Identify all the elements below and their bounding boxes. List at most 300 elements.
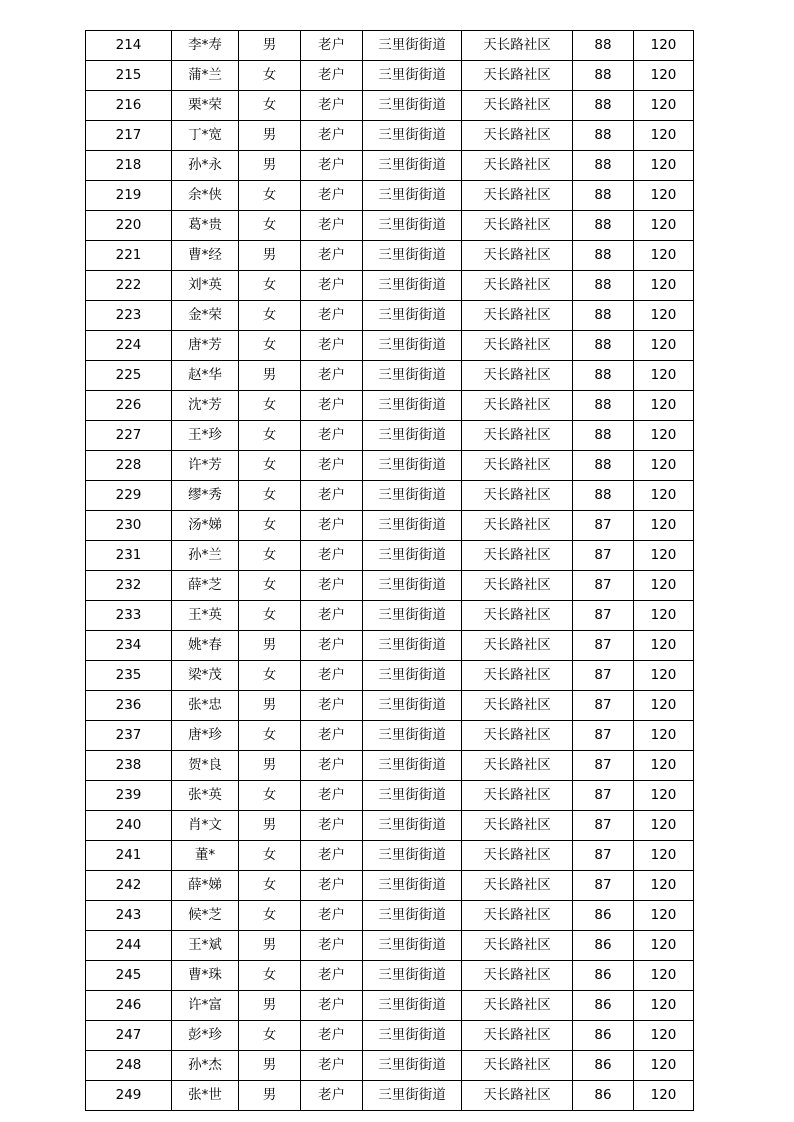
cell-amount: 120 <box>634 181 694 211</box>
cell-amount: 120 <box>634 241 694 271</box>
cell-gender: 女 <box>239 451 301 481</box>
cell-score: 88 <box>573 241 634 271</box>
cell-amount: 120 <box>634 961 694 991</box>
cell-amount: 120 <box>634 61 694 91</box>
table-row <box>86 691 694 721</box>
cell-gender: 女 <box>239 481 301 511</box>
cell-score: 88 <box>573 181 634 211</box>
cell-community: 天长路社区 <box>462 481 573 511</box>
cell-score: 88 <box>573 361 634 391</box>
cell-amount: 120 <box>634 301 694 331</box>
cell-gender: 男 <box>239 361 301 391</box>
cell-amount: 120 <box>634 331 694 361</box>
cell-amount: 120 <box>634 571 694 601</box>
table-row <box>86 811 694 841</box>
cell-gender: 男 <box>239 751 301 781</box>
cell-community: 天长路社区 <box>462 751 573 781</box>
cell-name: 孙*永 <box>172 151 239 181</box>
cell-community: 天长路社区 <box>462 241 573 271</box>
cell-household-type: 老户 <box>301 481 363 511</box>
cell-household-type: 老户 <box>301 241 363 271</box>
cell-gender: 女 <box>239 211 301 241</box>
table-row <box>86 91 694 121</box>
cell-name: 王*斌 <box>172 931 239 961</box>
cell-amount: 120 <box>634 901 694 931</box>
cell-subdistrict: 三里街街道 <box>363 301 462 331</box>
cell-subdistrict: 三里街街道 <box>363 421 462 451</box>
cell-name: 梁*茂 <box>172 661 239 691</box>
cell-name: 葛*贵 <box>172 211 239 241</box>
cell-amount: 120 <box>634 811 694 841</box>
cell-name: 赵*华 <box>172 361 239 391</box>
cell-household-type: 老户 <box>301 91 363 121</box>
cell-index: 235 <box>86 661 172 691</box>
cell-index: 227 <box>86 421 172 451</box>
cell-community: 天长路社区 <box>462 541 573 571</box>
cell-household-type: 老户 <box>301 991 363 1021</box>
cell-subdistrict: 三里街街道 <box>363 511 462 541</box>
table-row <box>86 541 694 571</box>
cell-score: 86 <box>573 991 634 1021</box>
cell-index: 237 <box>86 721 172 751</box>
cell-amount: 120 <box>634 1081 694 1111</box>
cell-amount: 120 <box>634 421 694 451</box>
cell-score: 87 <box>573 691 634 721</box>
cell-community: 天长路社区 <box>462 421 573 451</box>
cell-name: 蒲*兰 <box>172 61 239 91</box>
cell-index: 215 <box>86 61 172 91</box>
cell-amount: 120 <box>634 931 694 961</box>
cell-household-type: 老户 <box>301 121 363 151</box>
cell-amount: 120 <box>634 781 694 811</box>
cell-gender: 男 <box>239 1051 301 1081</box>
cell-index: 249 <box>86 1081 172 1111</box>
cell-gender: 男 <box>239 631 301 661</box>
cell-household-type: 老户 <box>301 181 363 211</box>
cell-subdistrict: 三里街街道 <box>363 91 462 121</box>
cell-score: 86 <box>573 901 634 931</box>
cell-subdistrict: 三里街街道 <box>363 991 462 1021</box>
cell-subdistrict: 三里街街道 <box>363 931 462 961</box>
cell-name: 薛*芝 <box>172 571 239 601</box>
cell-score: 88 <box>573 91 634 121</box>
cell-gender: 女 <box>239 961 301 991</box>
cell-community: 天长路社区 <box>462 871 573 901</box>
cell-score: 88 <box>573 421 634 451</box>
cell-name: 缪*秀 <box>172 481 239 511</box>
cell-community: 天长路社区 <box>462 61 573 91</box>
cell-score: 88 <box>573 31 634 61</box>
table-row <box>86 271 694 301</box>
cell-household-type: 老户 <box>301 511 363 541</box>
cell-household-type: 老户 <box>301 781 363 811</box>
cell-index: 239 <box>86 781 172 811</box>
cell-subdistrict: 三里街街道 <box>363 841 462 871</box>
cell-index: 243 <box>86 901 172 931</box>
cell-name: 孙*杰 <box>172 1051 239 1081</box>
cell-gender: 女 <box>239 601 301 631</box>
cell-community: 天长路社区 <box>462 331 573 361</box>
cell-amount: 120 <box>634 481 694 511</box>
cell-name: 金*荣 <box>172 301 239 331</box>
cell-subdistrict: 三里街街道 <box>363 631 462 661</box>
cell-score: 87 <box>573 511 634 541</box>
cell-index: 236 <box>86 691 172 721</box>
cell-household-type: 老户 <box>301 1051 363 1081</box>
cell-household-type: 老户 <box>301 61 363 91</box>
cell-community: 天长路社区 <box>462 301 573 331</box>
cell-community: 天长路社区 <box>462 271 573 301</box>
table-row <box>86 481 694 511</box>
cell-household-type: 老户 <box>301 1021 363 1051</box>
cell-community: 天长路社区 <box>462 991 573 1021</box>
cell-index: 218 <box>86 151 172 181</box>
cell-index: 230 <box>86 511 172 541</box>
cell-score: 88 <box>573 481 634 511</box>
cell-index: 248 <box>86 1051 172 1081</box>
cell-gender: 女 <box>239 271 301 301</box>
table-row <box>86 1081 694 1111</box>
cell-gender: 女 <box>239 721 301 751</box>
cell-gender: 女 <box>239 511 301 541</box>
cell-amount: 120 <box>634 691 694 721</box>
cell-amount: 120 <box>634 751 694 781</box>
cell-subdistrict: 三里街街道 <box>363 811 462 841</box>
cell-score: 86 <box>573 1081 634 1111</box>
cell-household-type: 老户 <box>301 661 363 691</box>
cell-name: 姚*春 <box>172 631 239 661</box>
cell-index: 238 <box>86 751 172 781</box>
cell-household-type: 老户 <box>301 151 363 181</box>
cell-name: 张*英 <box>172 781 239 811</box>
cell-community: 天长路社区 <box>462 31 573 61</box>
cell-gender: 女 <box>239 91 301 121</box>
cell-household-type: 老户 <box>301 961 363 991</box>
cell-name: 余*侠 <box>172 181 239 211</box>
cell-household-type: 老户 <box>301 631 363 661</box>
cell-score: 87 <box>573 571 634 601</box>
cell-community: 天长路社区 <box>462 901 573 931</box>
table-row <box>86 421 694 451</box>
cell-name: 薛*娣 <box>172 871 239 901</box>
cell-amount: 120 <box>634 841 694 871</box>
cell-name: 唐*芳 <box>172 331 239 361</box>
cell-community: 天长路社区 <box>462 1081 573 1111</box>
cell-name: 贺*良 <box>172 751 239 781</box>
cell-gender: 男 <box>239 121 301 151</box>
roster-body <box>86 31 694 1111</box>
cell-name: 王*珍 <box>172 421 239 451</box>
cell-score: 86 <box>573 1051 634 1081</box>
cell-community: 天长路社区 <box>462 661 573 691</box>
cell-household-type: 老户 <box>301 841 363 871</box>
cell-index: 241 <box>86 841 172 871</box>
cell-household-type: 老户 <box>301 1081 363 1111</box>
table-row <box>86 61 694 91</box>
cell-index: 233 <box>86 601 172 631</box>
table-row <box>86 931 694 961</box>
cell-gender: 女 <box>239 181 301 211</box>
cell-amount: 120 <box>634 151 694 181</box>
cell-community: 天长路社区 <box>462 631 573 661</box>
cell-household-type: 老户 <box>301 451 363 481</box>
cell-amount: 120 <box>634 511 694 541</box>
cell-score: 87 <box>573 871 634 901</box>
cell-score: 87 <box>573 541 634 571</box>
cell-community: 天长路社区 <box>462 211 573 241</box>
cell-household-type: 老户 <box>301 301 363 331</box>
table-row <box>86 241 694 271</box>
cell-household-type: 老户 <box>301 931 363 961</box>
cell-amount: 120 <box>634 1051 694 1081</box>
table-row <box>86 751 694 781</box>
cell-subdistrict: 三里街街道 <box>363 61 462 91</box>
cell-subdistrict: 三里街街道 <box>363 31 462 61</box>
cell-subdistrict: 三里街街道 <box>363 331 462 361</box>
cell-gender: 女 <box>239 421 301 451</box>
cell-index: 219 <box>86 181 172 211</box>
cell-score: 88 <box>573 121 634 151</box>
cell-household-type: 老户 <box>301 691 363 721</box>
cell-community: 天长路社区 <box>462 571 573 601</box>
cell-subdistrict: 三里街街道 <box>363 541 462 571</box>
cell-score: 87 <box>573 661 634 691</box>
cell-community: 天长路社区 <box>462 511 573 541</box>
cell-name: 张*忠 <box>172 691 239 721</box>
cell-gender: 男 <box>239 991 301 1021</box>
cell-amount: 120 <box>634 271 694 301</box>
table-row <box>86 871 694 901</box>
cell-household-type: 老户 <box>301 331 363 361</box>
cell-community: 天长路社区 <box>462 781 573 811</box>
table-row <box>86 781 694 811</box>
table-row <box>86 841 694 871</box>
cell-name: 许*芳 <box>172 451 239 481</box>
cell-name: 肖*文 <box>172 811 239 841</box>
cell-gender: 女 <box>239 871 301 901</box>
table-row <box>86 1051 694 1081</box>
cell-gender: 女 <box>239 331 301 361</box>
cell-amount: 120 <box>634 361 694 391</box>
cell-score: 87 <box>573 781 634 811</box>
cell-amount: 120 <box>634 1021 694 1051</box>
cell-name: 许*富 <box>172 991 239 1021</box>
cell-subdistrict: 三里街街道 <box>363 121 462 151</box>
cell-index: 234 <box>86 631 172 661</box>
cell-gender: 女 <box>239 1021 301 1051</box>
cell-score: 86 <box>573 1021 634 1051</box>
cell-subdistrict: 三里街街道 <box>363 721 462 751</box>
table-row <box>86 721 694 751</box>
cell-community: 天长路社区 <box>462 1021 573 1051</box>
cell-index: 220 <box>86 211 172 241</box>
cell-gender: 女 <box>239 301 301 331</box>
table-row <box>86 31 694 61</box>
cell-community: 天长路社区 <box>462 961 573 991</box>
cell-subdistrict: 三里街街道 <box>363 271 462 301</box>
cell-gender: 男 <box>239 151 301 181</box>
table-row <box>86 451 694 481</box>
cell-amount: 120 <box>634 31 694 61</box>
cell-household-type: 老户 <box>301 271 363 301</box>
table-row <box>86 1021 694 1051</box>
cell-index: 232 <box>86 571 172 601</box>
cell-community: 天长路社区 <box>462 451 573 481</box>
cell-household-type: 老户 <box>301 751 363 781</box>
cell-name: 汤*娣 <box>172 511 239 541</box>
cell-amount: 120 <box>634 721 694 751</box>
cell-index: 229 <box>86 481 172 511</box>
cell-score: 86 <box>573 931 634 961</box>
cell-community: 天长路社区 <box>462 691 573 721</box>
cell-subdistrict: 三里街街道 <box>363 1051 462 1081</box>
cell-community: 天长路社区 <box>462 601 573 631</box>
cell-index: 247 <box>86 1021 172 1051</box>
cell-subdistrict: 三里街街道 <box>363 211 462 241</box>
cell-index: 224 <box>86 331 172 361</box>
table-row <box>86 301 694 331</box>
cell-gender: 女 <box>239 781 301 811</box>
cell-household-type: 老户 <box>301 601 363 631</box>
cell-score: 87 <box>573 601 634 631</box>
cell-index: 231 <box>86 541 172 571</box>
table-row <box>86 901 694 931</box>
cell-amount: 120 <box>634 661 694 691</box>
cell-name: 曹*经 <box>172 241 239 271</box>
cell-gender: 女 <box>239 391 301 421</box>
cell-gender: 男 <box>239 241 301 271</box>
cell-index: 221 <box>86 241 172 271</box>
cell-index: 228 <box>86 451 172 481</box>
cell-community: 天长路社区 <box>462 811 573 841</box>
cell-index: 223 <box>86 301 172 331</box>
cell-subdistrict: 三里街街道 <box>363 751 462 781</box>
cell-name: 王*英 <box>172 601 239 631</box>
table-row <box>86 511 694 541</box>
cell-gender: 女 <box>239 901 301 931</box>
cell-gender: 男 <box>239 1081 301 1111</box>
cell-score: 87 <box>573 721 634 751</box>
cell-community: 天长路社区 <box>462 181 573 211</box>
cell-community: 天长路社区 <box>462 91 573 121</box>
cell-household-type: 老户 <box>301 571 363 601</box>
cell-subdistrict: 三里街街道 <box>363 871 462 901</box>
cell-name: 丁*宽 <box>172 121 239 151</box>
cell-index: 240 <box>86 811 172 841</box>
cell-household-type: 老户 <box>301 811 363 841</box>
cell-community: 天长路社区 <box>462 391 573 421</box>
table-row <box>86 181 694 211</box>
cell-name: 唐*珍 <box>172 721 239 751</box>
cell-gender: 男 <box>239 31 301 61</box>
table-row <box>86 151 694 181</box>
cell-index: 225 <box>86 361 172 391</box>
cell-score: 88 <box>573 151 634 181</box>
cell-subdistrict: 三里街街道 <box>363 361 462 391</box>
cell-subdistrict: 三里街街道 <box>363 571 462 601</box>
cell-household-type: 老户 <box>301 31 363 61</box>
cell-subdistrict: 三里街街道 <box>363 451 462 481</box>
cell-amount: 120 <box>634 541 694 571</box>
cell-gender: 男 <box>239 811 301 841</box>
cell-name: 沈*芳 <box>172 391 239 421</box>
cell-subdistrict: 三里街街道 <box>363 691 462 721</box>
table-row <box>86 121 694 151</box>
cell-community: 天长路社区 <box>462 121 573 151</box>
cell-community: 天长路社区 <box>462 151 573 181</box>
cell-index: 245 <box>86 961 172 991</box>
cell-amount: 120 <box>634 391 694 421</box>
cell-gender: 男 <box>239 691 301 721</box>
cell-gender: 女 <box>239 841 301 871</box>
cell-gender: 女 <box>239 541 301 571</box>
cell-household-type: 老户 <box>301 391 363 421</box>
cell-community: 天长路社区 <box>462 1051 573 1081</box>
cell-score: 88 <box>573 301 634 331</box>
table-row <box>86 961 694 991</box>
cell-score: 87 <box>573 841 634 871</box>
cell-amount: 120 <box>634 211 694 241</box>
cell-index: 242 <box>86 871 172 901</box>
cell-household-type: 老户 <box>301 901 363 931</box>
cell-index: 216 <box>86 91 172 121</box>
cell-index: 222 <box>86 271 172 301</box>
cell-name: 孙*兰 <box>172 541 239 571</box>
cell-name: 曹*珠 <box>172 961 239 991</box>
table-row <box>86 211 694 241</box>
cell-name: 李*寿 <box>172 31 239 61</box>
cell-name: 候*芝 <box>172 901 239 931</box>
cell-subdistrict: 三里街街道 <box>363 901 462 931</box>
cell-score: 86 <box>573 961 634 991</box>
cell-household-type: 老户 <box>301 421 363 451</box>
cell-household-type: 老户 <box>301 541 363 571</box>
cell-score: 88 <box>573 331 634 361</box>
cell-subdistrict: 三里街街道 <box>363 1021 462 1051</box>
table-row <box>86 601 694 631</box>
cell-score: 87 <box>573 811 634 841</box>
cell-name: 董* <box>172 841 239 871</box>
table-row <box>86 331 694 361</box>
table-row <box>86 361 694 391</box>
cell-community: 天长路社区 <box>462 841 573 871</box>
cell-amount: 120 <box>634 601 694 631</box>
cell-score: 88 <box>573 451 634 481</box>
table-row <box>86 631 694 661</box>
cell-amount: 120 <box>634 121 694 151</box>
cell-community: 天长路社区 <box>462 721 573 751</box>
cell-score: 88 <box>573 391 634 421</box>
cell-score: 88 <box>573 61 634 91</box>
cell-score: 88 <box>573 271 634 301</box>
table-row <box>86 571 694 601</box>
table-row <box>86 991 694 1021</box>
cell-index: 246 <box>86 991 172 1021</box>
cell-subdistrict: 三里街街道 <box>363 151 462 181</box>
cell-index: 226 <box>86 391 172 421</box>
cell-gender: 女 <box>239 571 301 601</box>
cell-subdistrict: 三里街街道 <box>363 481 462 511</box>
cell-amount: 120 <box>634 91 694 121</box>
cell-subdistrict: 三里街街道 <box>363 391 462 421</box>
cell-amount: 120 <box>634 631 694 661</box>
cell-amount: 120 <box>634 451 694 481</box>
cell-subdistrict: 三里街街道 <box>363 181 462 211</box>
cell-subdistrict: 三里街街道 <box>363 241 462 271</box>
cell-subdistrict: 三里街街道 <box>363 781 462 811</box>
cell-amount: 120 <box>634 871 694 901</box>
cell-gender: 女 <box>239 661 301 691</box>
